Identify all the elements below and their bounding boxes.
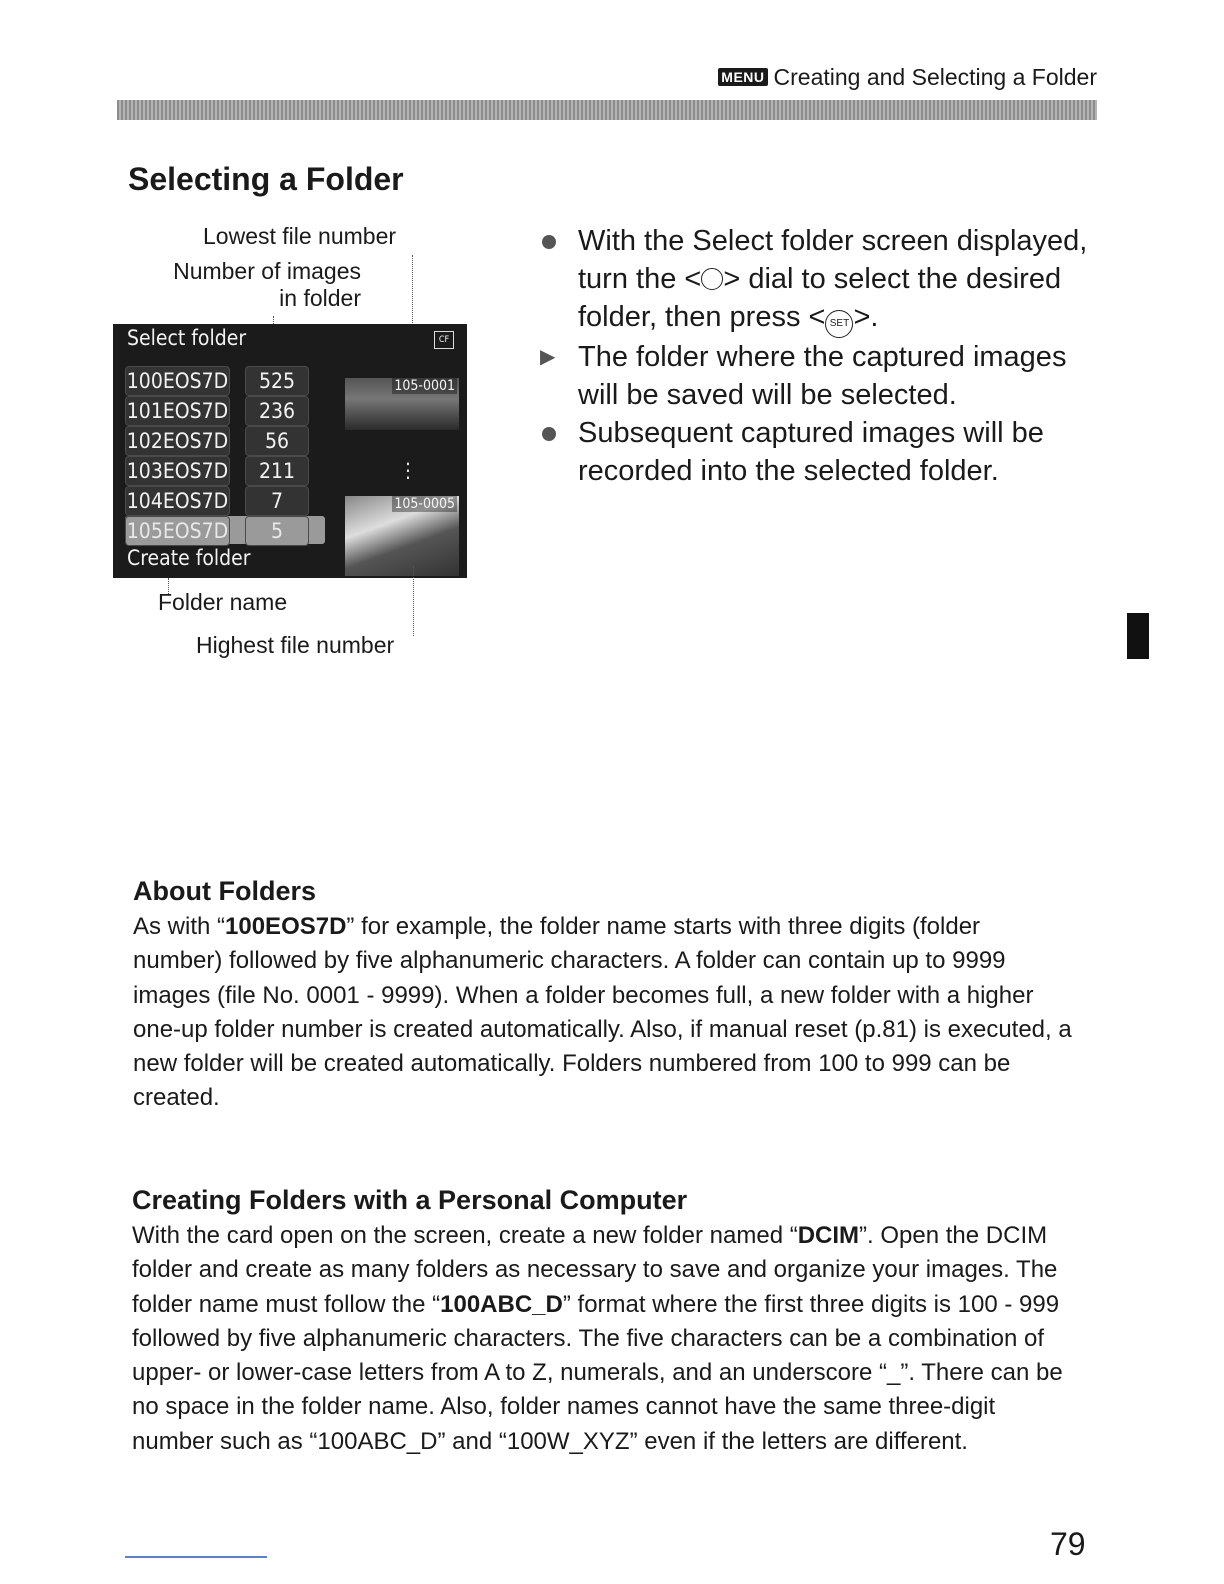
paragraph-text: ” format where the first three digits is 100 - 999 followed by five alphanumeric characters. The five characters can be a combination of upper- or lower-case letters from A to Z, numerals, and an underscore “_”. There can be no space in the folder name. Also, folder names cannot have the same three-digit number such as “100ABC_D” and “100W_XYZ” even if the letters are different. <box>132 1290 1063 1455</box>
folder-image-count: 5 <box>245 516 309 546</box>
instruction-result <box>540 338 1110 414</box>
thumbnail-last-image <box>345 496 459 576</box>
create-folder-item[interactable]: Create folder <box>127 546 251 570</box>
thumbnail-label-last: 105-0005 <box>394 496 455 512</box>
instruction-text: With the Select folder screen displayed, turn the < <box>578 225 1088 295</box>
leader-highest-file-number <box>413 566 414 636</box>
callout-highest-file-number: Highest file number <box>196 632 395 658</box>
instruction-text: Subsequent captured images will be recorded into the selected folder. <box>578 417 1044 487</box>
header-bar <box>117 100 1097 120</box>
footer-rule <box>125 1556 267 1558</box>
callout-folder-name: Folder name <box>158 589 288 615</box>
callout-number-of-images-line1: Number of images <box>173 258 361 284</box>
paragraph-text: As with “ <box>133 913 226 940</box>
main-dial-icon <box>701 268 723 290</box>
about-folders-paragraph <box>133 910 1073 1116</box>
instruction-text: >. <box>853 301 879 333</box>
creating-folders-title: Creating Folders with a Personal Computer <box>132 1185 688 1215</box>
creating-folders-section <box>132 1185 1067 1459</box>
chapter-tab-marker <box>1127 613 1149 659</box>
folder-row[interactable] <box>125 426 425 456</box>
set-button-icon: SET <box>825 310 853 338</box>
thumbnail-first-image <box>345 378 459 430</box>
folder-image-count: 525 <box>245 366 309 396</box>
instruction-step <box>540 414 1110 490</box>
folder-image-count: 211 <box>245 456 309 486</box>
folder-name: 101EOS7D <box>125 396 230 426</box>
callout-number-of-images-line2: in folder <box>279 285 361 311</box>
callout-lowest-file-number: Lowest file number <box>203 223 397 249</box>
folder-name: 105EOS7D <box>125 516 230 546</box>
folder-name: 103EOS7D <box>125 456 230 486</box>
cf-card-icon: CF <box>434 331 454 349</box>
folder-row[interactable] <box>125 456 425 486</box>
about-folders-section <box>133 876 1073 1116</box>
creating-folders-paragraph <box>132 1219 1067 1459</box>
instruction-list <box>540 222 1110 490</box>
folder-image-count: 7 <box>245 486 309 516</box>
folder-name: 104EOS7D <box>125 486 230 516</box>
page-number: 79 <box>1050 1526 1086 1562</box>
paragraph-text: ” for example, the folder name starts with three digits (folder number) followed by five alphanumeric characters. A folder can contain up to 9999 images (file No. 0001 - 9999). When a folder becomes full, a new folder with a higher one-up folder number is created automatically. Also, if manual reset (p.81) is executed, a new folder will be created automatically. Folders numbered from 100 to 999 can be created. <box>133 913 1072 1112</box>
section-title: Selecting a Folder <box>128 161 404 197</box>
leader-lowest-file-number <box>412 255 413 325</box>
lcd-title: Select folder <box>127 326 247 350</box>
select-folder-screen <box>113 324 467 578</box>
folder-image-count: 236 <box>245 396 309 426</box>
paragraph-text: With the card open on the screen, create a new folder named “ <box>132 1222 798 1249</box>
folder-image-count: 56 <box>245 426 309 456</box>
thumbnail-label-first: 105-0001 <box>394 378 455 394</box>
callout-number-of-images <box>139 258 361 312</box>
folder-name: 102EOS7D <box>125 426 230 456</box>
paragraph-text: ”. Open the DCIM folder and create as many folders as necessary to save and organize your images. The folder name must follow the “ <box>132 1222 1058 1318</box>
instruction-text: > dial to select the desired folder, then press < <box>578 263 1062 333</box>
running-header <box>718 64 1097 91</box>
paragraph-bold: 100ABC_D <box>440 1290 563 1318</box>
thumbnail-ellipsis: ⋮ <box>399 458 417 482</box>
instruction-text: The folder where the captured images will be saved will be selected. <box>578 341 1067 411</box>
running-title: Creating and Selecting a Folder <box>773 64 1097 90</box>
folder-name: 100EOS7D <box>125 366 230 396</box>
menu-icon: MENU <box>718 68 767 86</box>
about-folders-title: About Folders <box>133 876 316 906</box>
paragraph-bold: DCIM <box>797 1222 860 1249</box>
paragraph-bold: 100EOS7D <box>225 913 347 940</box>
instruction-step <box>540 222 1110 338</box>
